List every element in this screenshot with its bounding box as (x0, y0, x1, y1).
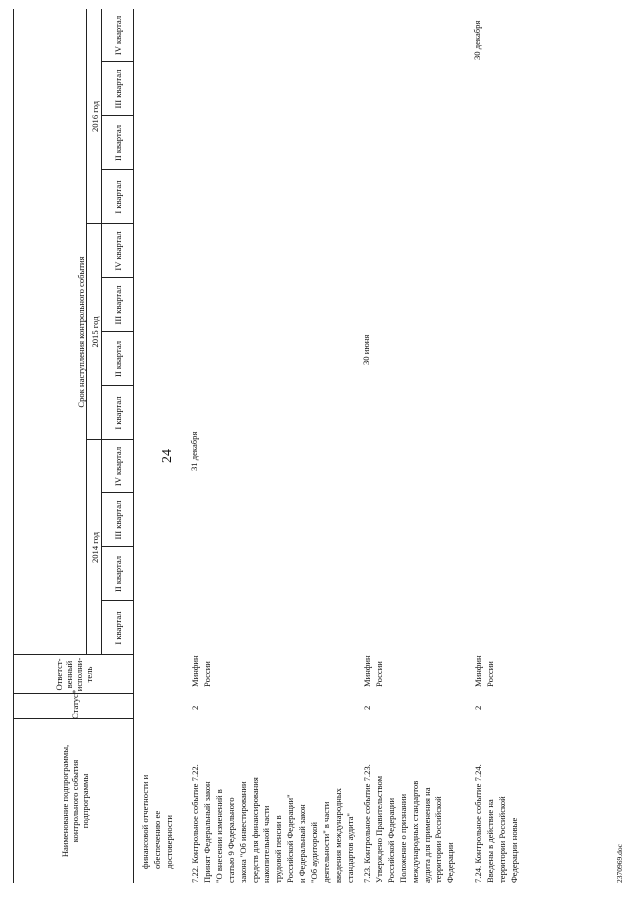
header-quarter: IV квартал (113, 231, 123, 271)
header-quarter: III квартал (113, 285, 123, 325)
header-quarter: III квартал (113, 500, 123, 540)
year-header-line (101, 9, 102, 655)
page-number: 24 (160, 449, 175, 463)
row-status-7-24: 2 (473, 705, 483, 710)
row-status-7-22: 2 (190, 705, 200, 710)
deadline-header-line (86, 9, 87, 655)
header-year-2015: 2015 год (90, 316, 100, 348)
header-year-2014: 2014 год (90, 531, 100, 564)
row-name-7-22: 7.22. Контрольное событие 7.22. Принят Федеральный закон "О внесении изменений в статью 9 Федерального закона "Об инвестировании средств для финансирования накопительной части трудовой пенсии в Российской Федерации" и Федеральный закон "Об аудиторской деятельности" в части введения международных стандартов аудита" (190, 764, 355, 883)
header-quarter: I квартал (113, 396, 123, 430)
header-quarter: II квартал (113, 340, 123, 378)
header-quarter: III квартал (113, 69, 123, 109)
row-status-7-23: 2 (362, 705, 372, 710)
row-date-7-22: 31 декабря (189, 431, 199, 471)
header-quarter: II квартал (113, 124, 123, 162)
row-resp-7-23: Минфин России (362, 655, 384, 687)
header-quarter: II квартал (113, 555, 123, 593)
header-bottom-border (133, 9, 134, 883)
row-name-7-23: 7.23. Контрольное событие 7.23. Утверждено Правительством Российской Федерации Положение о признании международных стандартов аудита для применения на территории Российской Федерации (362, 764, 456, 883)
header-quarter: IV квартал (113, 15, 123, 56)
header-quarter: I квартал (113, 611, 123, 645)
row-date-7-23: 30 июня (361, 334, 371, 365)
header-status-column: Статус* (70, 689, 80, 719)
header-deadline: Срок наступления контрольного события (76, 256, 86, 408)
row-name-continuation: финансовой отчетности и обеспечению ее достоверности (140, 774, 174, 869)
row-resp-7-24: Минфин России (473, 655, 495, 687)
row-resp-7-22: Минфин России (190, 655, 212, 687)
header-year-2016: 2016 год (90, 100, 100, 133)
table-top-border (13, 9, 14, 883)
header-quarter: IV квартал (113, 446, 123, 487)
row-name-7-24: 7.24. Контрольное событие 7.24. Введены в действие на территории Российской Федерации новые (473, 764, 519, 883)
row-date-7-24: 30 декабря (472, 20, 482, 60)
footer-file-name: 2370969.doc (615, 844, 624, 883)
header-name-column: Наименование подпрограммы, контрольного события подпрограммы (60, 744, 90, 858)
header-quarter: I квартал (113, 180, 123, 214)
header-responsible-column: Ответст- венный исполни- тель (54, 657, 94, 692)
